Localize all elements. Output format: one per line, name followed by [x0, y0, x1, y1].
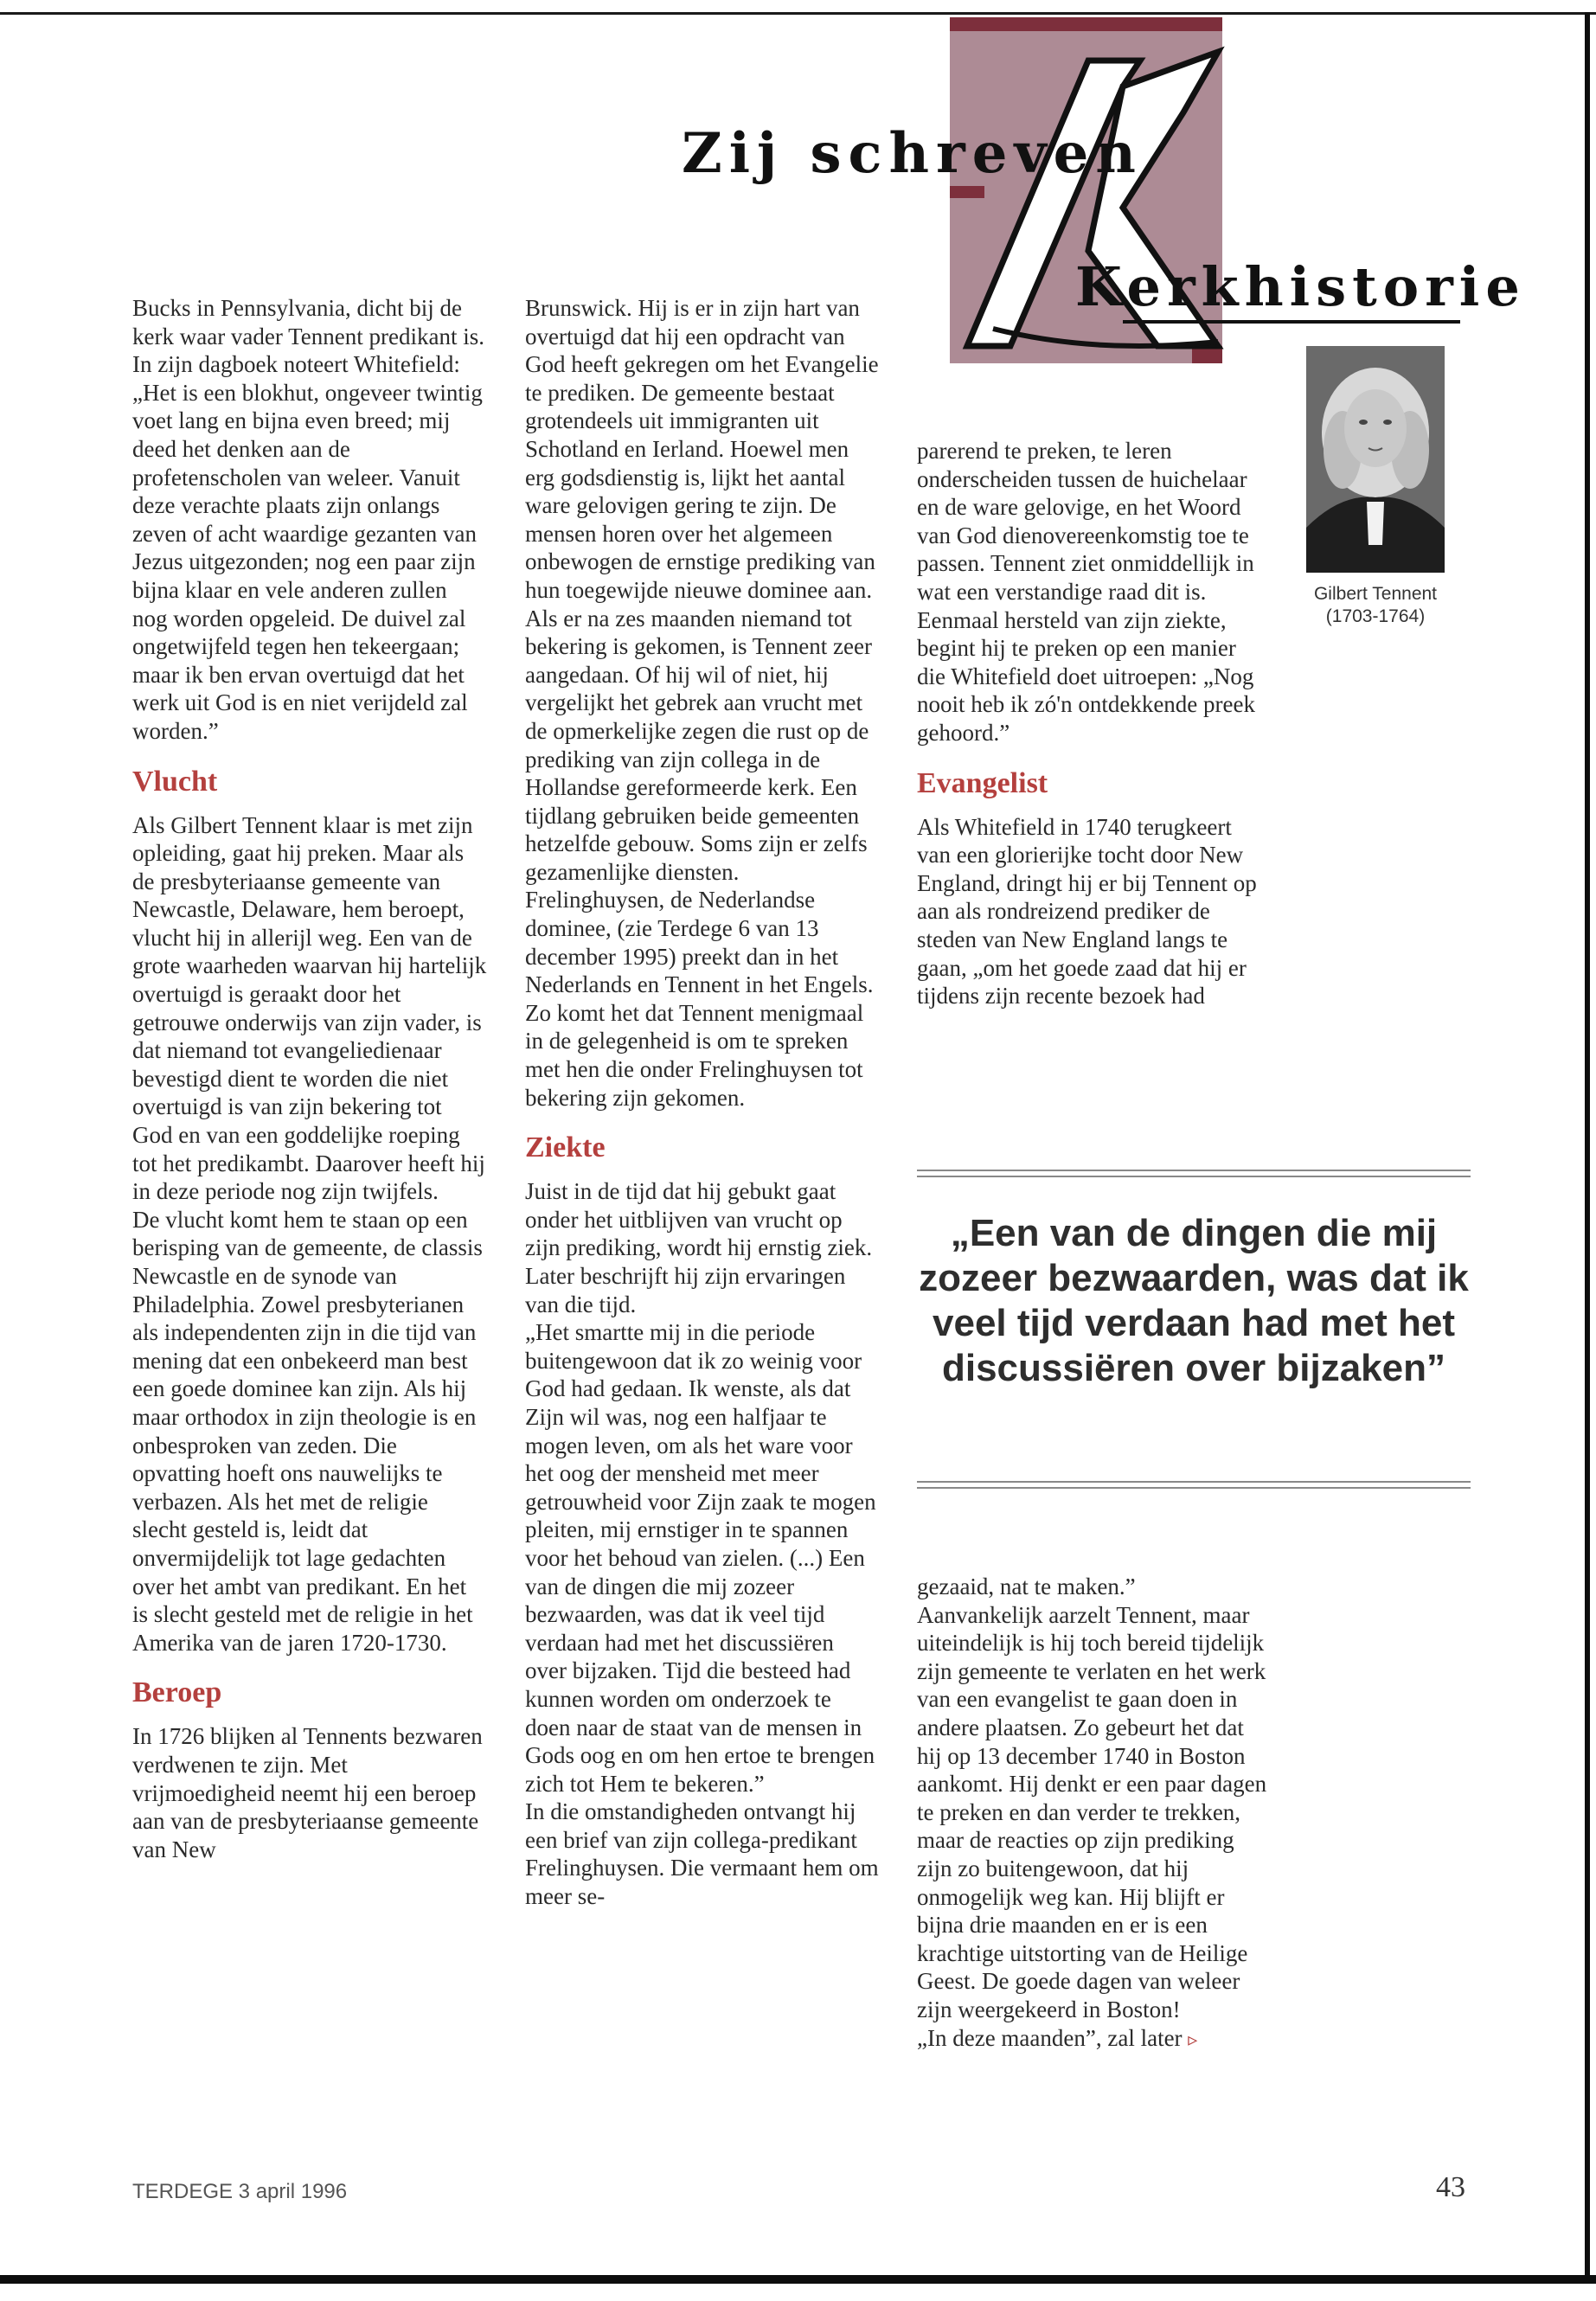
section-logo: [682, 17, 1526, 363]
col1-paragraph-4: De vlucht komt hem te staan op een berisping van de gemeente, de classis Newcastle en de synode van Philadelphia. Zowel presbyterianen als independenten zijn in die tijd van mening dat een onbekeerd man best een goede dominee kan zijn. Als hij maar orthodox in zijn theologie is en onbesproken van zeden. Die opvatting hoeft ons nauwelijks te verbazen. Als het met de religie slecht gesteld is, leidt dat onvermijdelijk tot lage gedachten over het ambt van predikant. En het is slecht gesteld met de religie in het Amerika van de jaren 1720-1730.: [132, 1206, 483, 1656]
col1-paragraph-5: In 1726 blijken al Tennents bezwaren verdwenen te zijn. Met vrijmoedigheid neemt hij een beroep aan van de presbyteriaanse gemeente van New: [132, 1723, 483, 1862]
col2-paragraph-1: Brunswick. Hij is er in zijn hart van overtuigd dat hij een opdracht van God heeft gekregen om het Evangelie te prediken. De gemeente bestaat grotendeels uit immigranten uit Schotland en Ierland. Hoewel men erg godsdienstig is, lijkt het aantal ware gelovigen gering te zijn. De mensen horen over het algemeen onbewogen de ernstige prediking van hun toegewijde nieuwe dominee aan.: [525, 295, 879, 603]
col3-paragraph-2: Als Whitefield in 1740 terugkeert van een glorierijke tocht door New England, dringt hij er bij Tennent op aan als rondreizend prediker de steden van New England langs te gaan, „om het goede zaad dat hij er tijdens zijn recente bezoek had: [917, 813, 1257, 1009]
portrait-caption: [1267, 583, 1484, 628]
col2-paragraph-6: In die omstandigheden ontvangt hij een brief van zijn collega-predikant Frelinghuysen. Die vermaant hem om meer se-: [525, 1798, 879, 1910]
logo-underline: [1123, 320, 1460, 324]
article-column-2: [525, 294, 880, 1911]
col2-paragraph-4: Juist in de tijd dat hij gebukt gaat onder het uitblijven van vrucht op zijn prediking, wordt hij ernstig ziek. Later beschrijft hij zijn ervaringen van die tijd.: [525, 1178, 873, 1317]
section-heading-ziekte: Ziekte: [525, 1131, 606, 1164]
continue-arrow-icon: ▹: [1188, 2028, 1198, 2050]
col3-paragraph-5: [917, 2024, 1267, 2054]
col1-paragraph-2: In zijn dagboek noteert Whitefield: „Het is een blokhut, ongeveer twintig voet lang en bijna even breed; mij deed het denken aan de profetenscholen van weleer. Vanuit deze verachte plaats zijn onlangs zeven of acht waardige gezanten van Jezus uitgezonden; nog een paar zijn bijna klaar en vele anderen zullen nog worden opgeleid. De duivel zal ongetwijfeld tegen hen tekeergaan; maar ik ben ervan overtuigd dat het werk uit God is en niet verijdeld zal worden.”: [132, 351, 483, 744]
pullquote-rule-top: [917, 1170, 1471, 1177]
logo-stripe-top: [950, 17, 1222, 31]
top-rule: [0, 12, 1596, 15]
col2-paragraph-3: Zo komt het dat Tennent menigmaal in de gelegenheid is om te spreken met hen die onder Frelinghuysen tot bekering zijn gekomen.: [525, 999, 864, 1111]
article-column-1: [132, 294, 487, 1863]
page-number: 43: [1436, 2171, 1465, 2203]
col1-paragraph-3: Als Gilbert Tennent klaar is met zijn opleiding, gaat hij preken. Maar als de presbyteriaanse gemeente van Newcastle, Delaware, hem beroept, vlucht hij in allerijl weg. Een van de grote waarheden waarvan hij hartelijk overtuigd is geraakt door het getrouwe onderwijs van zijn vader, is dat niemand tot evangeliedienaar bevestigd dient te worden die niet overtuigd is van zijn bekering tot God en van een goddelijke roeping tot het predikambt. Daarover heeft hij in deze periode nog zijn twijfels.: [132, 811, 487, 1205]
article-column-3-top: [917, 437, 1267, 1010]
pullquote: „Een van de dingen die mij zozeer bezwaarden, was dat ik veel tijd verdaan had met het discussiëren over bijzaken”: [919, 1212, 1469, 1389]
logo-title-kerkhistorie: Kerkhistorie: [1075, 255, 1526, 318]
caption-name: Gilbert Tennent: [1313, 584, 1438, 604]
right-border: [1585, 12, 1590, 2284]
logo-title-zij-schreven: Zij schreven: [682, 121, 1143, 186]
col2-paragraph-5: „Het smartte mij in die periode buitengewoon dat ik zo weinig voor God had gedaan. Ik wenste, als dat Zijn wil was, nog een halfjaar te mogen leven, om als het ware voor het oog der mensheid met meer getrouwheid voor Zijn zaak te mogen pleiten, mij ernstiger in te spannen voor het behoud van zielen. (...) Een van de dingen die mij zozeer bezwaarden, was dat ik veel tijd verdaan had met het discussiëren over bijzaken. Tijd die besteed had kunnen worden om onderzoek te doen naar de staat van de mensen in Gods oog en om hen ertoe te brengen zich tot Hem te bekeren.”: [525, 1319, 876, 1797]
pullquote-rule-bottom: [917, 1481, 1471, 1489]
section-heading-beroep: Beroep: [132, 1676, 222, 1709]
col3-paragraph-4: Aanvankelijk aarzelt Tennent, maar uiteindelijk is hij toch bereid tijdelijk zijn gemeente te verlaten en het werk van een evangelist te gaan doen in andere plaatsen. Zo gebeurt het dat hij op 13 december 1740 in Boston aankomt. Hij denkt er een paar dagen te preken en dan verder te trekken, maar de reacties op zijn prediking zijn zo buitengewoon, dat hij onmogelijk weg kan. Hij blijft er bijna drie maanden en er is een krachtige uitstorting van de Heilige Geest. De goede dagen van weleer zijn weergekeerd in Boston!: [917, 1601, 1267, 2022]
col3-paragraph-1: parerend te preken, te leren onderscheiden tussen de huichelaar en de ware gelovige, en het Woord van God dienovereenkomstig toe te passen. Tennent ziet onmiddellijk in wat een verstandige raad dit is. Eenmaal hersteld van zijn ziekte, begint hij te preken op een manier die Whitefield doet uitroepen: „Nog nooit heb ik zó'n ontdekkende preek gehoord.”: [917, 438, 1255, 746]
portrait-gilbert-tennent: [1306, 346, 1445, 573]
section-heading-vlucht: Vlucht: [132, 765, 218, 798]
col2-paragraph-2: Als er na zes maanden niemand tot bekering is gekomen, is Tennent zeer aangedaan. Of hij wil of niet, hij vergelijkt het gebrek aan vrucht met de opmerkelijke zegen die rust op de prediking van zijn collega in de Hollandse gereformeerde kerk. Een tijdlang gebruiken beide gemeenten hetzelfde gebouw. Soms zijn er zelfs gezamenlijke diensten. Frelinghuysen, de Nederlandse dominee, (zie Terdege 6 van 13 december 1995) preekt dan in het Nederlands en Tennent in het Engels.: [525, 605, 874, 998]
caption-years: (1703-1764): [1325, 606, 1426, 626]
col3-paragraph-3: gezaaid, nat te maken.”: [917, 1574, 1136, 1599]
article-column-3-bottom: [917, 1573, 1267, 2054]
col3-paragraph-5-text: „In deze maanden”, zal later: [917, 2024, 1183, 2051]
portrait-icon: [1306, 346, 1445, 573]
section-heading-evangelist: Evangelist: [917, 766, 1048, 799]
bottom-border: [0, 2275, 1596, 2284]
footer-publication: TERDEGE 3 april 1996: [132, 2180, 348, 2203]
col1-paragraph-1: Bucks in Pennsylvania, dicht bij de kerk waar vader Tennent predikant is.: [132, 295, 484, 349]
